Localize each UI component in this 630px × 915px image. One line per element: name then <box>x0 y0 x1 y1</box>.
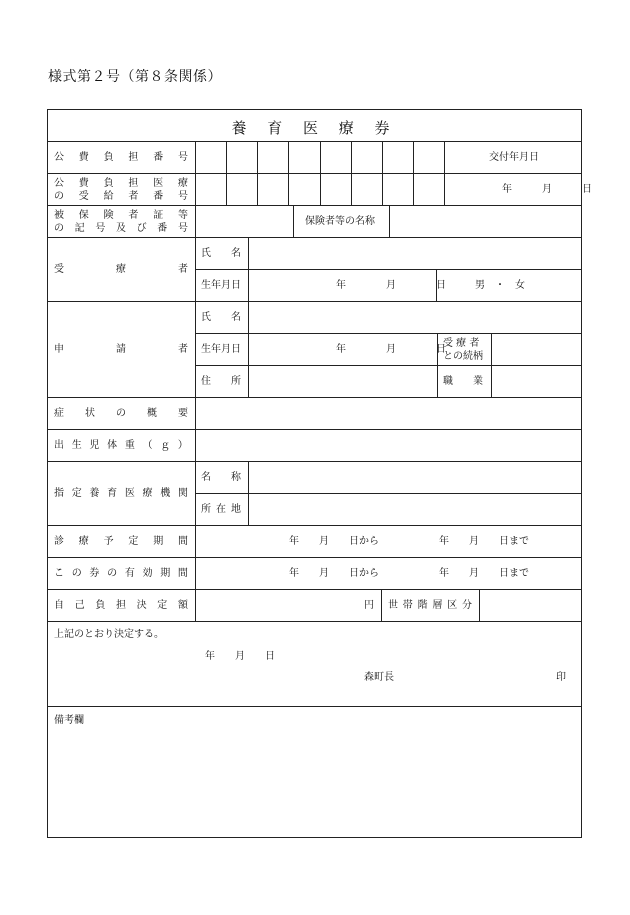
institution-location-field[interactable] <box>249 494 581 525</box>
applicant-dob-label: 生年月日 <box>201 344 241 355</box>
insurance-card-label-line1: 被 保 険 者 証 等 <box>54 210 188 221</box>
remarks-field[interactable] <box>48 730 581 837</box>
institution-location-label: 所 在 地 <box>201 504 241 515</box>
insurer-name-field[interactable] <box>390 206 581 237</box>
institution-name-field[interactable] <box>249 462 581 493</box>
issue-date-label: 交付年月日 <box>489 152 539 163</box>
relation-field[interactable] <box>492 334 581 365</box>
public-payer-number-label: 公 費 負 担 番 号 <box>54 152 188 163</box>
patient-dob-value: 年 月 日 <box>336 280 446 291</box>
symptoms-label: 症 状 の 概 要 <box>54 408 188 419</box>
issue-date-value: 年 月 日 <box>502 184 592 195</box>
applicant-name-field[interactable] <box>249 302 581 333</box>
treatment-period-label: 診 療 予 定 期 間 <box>54 536 188 547</box>
patient-sex: 男 ・ 女 <box>475 280 525 291</box>
decision-statement: 上記のとおり決定する。 <box>54 629 164 640</box>
patient-name-field[interactable] <box>249 238 581 269</box>
applicant-address-label: 住 所 <box>201 376 241 387</box>
symptoms-field[interactable] <box>196 398 581 429</box>
relation-label-line2: との続柄 <box>443 351 483 362</box>
household-class-field[interactable] <box>480 590 581 621</box>
birth-weight-field[interactable] <box>196 430 581 461</box>
treatment-period-to: 年 月 日まで <box>439 536 529 547</box>
recipient-number-label-line2: の 受 給 者 番 号 <box>54 191 188 202</box>
insurance-card-number-field[interactable] <box>196 206 292 237</box>
patient-dob-label: 生年月日 <box>201 280 241 291</box>
public-payer-number-field[interactable] <box>196 142 444 173</box>
patient-label: 受 療 者 <box>54 264 188 275</box>
applicant-name-label: 氏 名 <box>201 312 241 323</box>
validity-period-from: 年 月 日から <box>289 568 379 579</box>
recipient-number-field[interactable] <box>196 174 444 205</box>
institution-name-label: 名 称 <box>201 472 241 483</box>
insurer-name-label: 保険者等の名称 <box>305 216 375 227</box>
applicant-address-field[interactable] <box>249 366 436 397</box>
remarks-label: 備考欄 <box>54 715 84 726</box>
insurance-card-label-line2: の 記 号 及 び 番 号 <box>54 223 188 234</box>
applicant-label: 申 請 者 <box>54 344 188 355</box>
copay-label: 自 己 負 担 決 定 額 <box>54 600 188 611</box>
seal-mark: 印 <box>556 672 566 683</box>
issuer-name: 森町長 <box>364 672 394 683</box>
decision-date: 年 月 日 <box>205 651 275 662</box>
occupation-field[interactable] <box>492 366 581 397</box>
patient-name-label: 氏 名 <box>201 248 241 259</box>
relation-label-line1: 受 療 者 <box>443 338 480 349</box>
form-title: 養 育 医 療 券 <box>231 119 398 137</box>
household-class-label: 世 帯 階 層 区 分 <box>388 600 472 611</box>
copay-amount-field[interactable] <box>196 590 356 621</box>
copay-unit: 円 <box>364 600 374 611</box>
form-number: 様式第２号（第８条関係） <box>48 69 222 85</box>
applicant-dob-value: 年 月 日 <box>336 344 446 355</box>
institution-label: 指 定 養 育 医 療 機 関 <box>54 488 188 499</box>
applicant-occupation-label: 職 業 <box>443 376 483 387</box>
validity-period-to: 年 月 日まで <box>439 568 529 579</box>
treatment-period-from: 年 月 日から <box>289 536 379 547</box>
recipient-number-label-line1: 公 費 負 担 医 療 <box>54 178 188 189</box>
birth-weight-label: 出 生 児 体 重 （ ｇ ） <box>54 440 188 451</box>
validity-period-label: こ の 券 の 有 効 期 間 <box>54 568 188 579</box>
